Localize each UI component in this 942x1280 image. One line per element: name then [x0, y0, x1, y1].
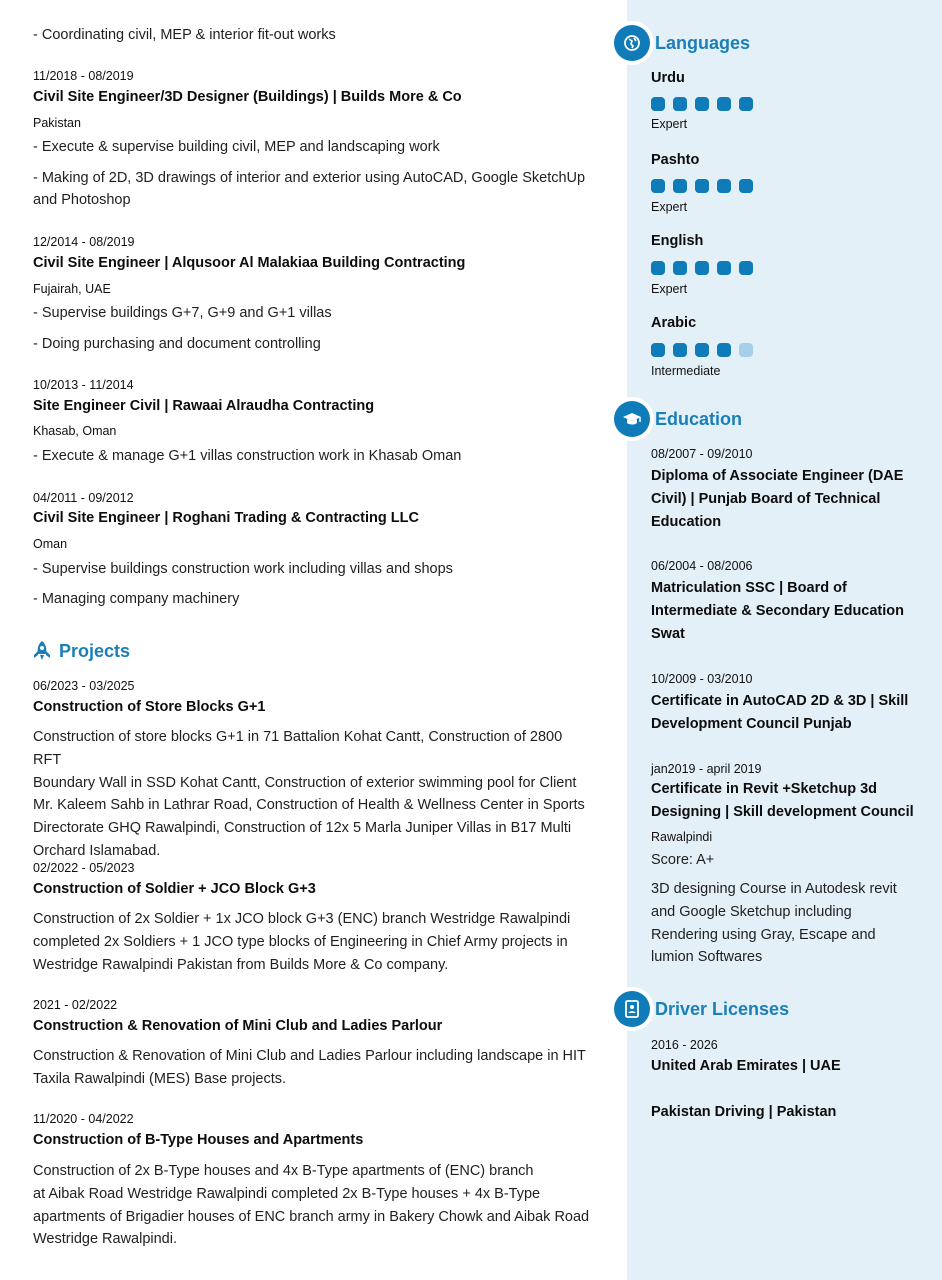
project-line: Construction of store blocks G+1 in 71 Battalion Kohat Cantt, Construction of 2800 RFT: [33, 729, 563, 768]
language-level: Expert: [651, 117, 688, 131]
rating-dot: [695, 343, 709, 357]
project-line: Construction of 2x Soldier + 1x JCO block G+3 (ENC) branch Westridge Rawalpindi: [33, 911, 571, 927]
rating-dot: [673, 261, 687, 275]
education-title-line: Diploma of Associate Engineer (DAE: [651, 468, 904, 484]
project-title: Construction & Renovation of Mini Club and Ladies Parlour: [33, 1018, 443, 1034]
experience-title: Civil Site Engineer | Alqusoor Al Malakiaa Building Contracting: [33, 255, 466, 271]
project-date: 11/2020 - 04/2022: [33, 1112, 134, 1126]
project-description: [33, 1045, 593, 1091]
rating-dot-empty: [739, 343, 753, 357]
rating-dot: [739, 261, 753, 275]
rating-dot: [695, 179, 709, 193]
education-title-line: Designing | Skill development Council: [651, 803, 914, 820]
globe-icon: [614, 25, 650, 61]
project-line: Construction of 2x B-Type houses and 4x B-Type apartments of (ENC) branch: [33, 1163, 534, 1179]
language-rating: [651, 261, 753, 275]
education-desc-line: and Google Sketchup including: [651, 903, 852, 920]
education-date: jan2019 - april 2019: [651, 762, 762, 776]
experience-location: Pakistan: [33, 116, 81, 130]
language-level: Expert: [651, 200, 688, 214]
language-level: Intermediate: [651, 364, 721, 378]
education-title-line: Swat: [651, 625, 685, 642]
rating-dot: [673, 97, 687, 111]
license-date: 2016 - 2026: [651, 1038, 718, 1052]
project-line: Taxila Rawalpindi (MES) Base projects.: [33, 1070, 287, 1087]
project-date: 06/2023 - 03/2025: [33, 679, 135, 693]
education-desc-line: 3D designing Course in Autodesk revit: [651, 881, 897, 897]
language-level: Expert: [651, 282, 688, 296]
education-title-line: Intermediate & Secondary Education: [651, 602, 905, 619]
experience-bullet: - Managing company machinery: [33, 591, 240, 607]
education-title-line: Education: [651, 513, 722, 530]
rating-dot: [717, 261, 731, 275]
language-rating: [651, 179, 753, 193]
experience-title: Civil Site Engineer | Roghani Trading & Contracting LLC: [33, 510, 419, 526]
main-column: [33, 0, 593, 1280]
rating-dot: [717, 179, 731, 193]
project-date: 2021 - 02/2022: [33, 998, 118, 1012]
language-rating: [651, 343, 753, 357]
rating-dot: [739, 97, 753, 111]
language-name: Urdu: [651, 70, 685, 86]
project-line: Construction & Renovation of Mini Club and Ladies Parlour including landscape in HIT: [33, 1048, 586, 1064]
education-location: Rawalpindi: [651, 830, 713, 844]
rating-dot: [695, 261, 709, 275]
project-line: Westridge Rawalpindi.: [33, 1231, 177, 1248]
experience-bullet: - Doing purchasing and document controlling: [33, 336, 321, 352]
project-description: [33, 908, 593, 976]
rocket-icon: [33, 640, 53, 662]
education-title: [651, 465, 931, 533]
education-title-line: Certificate in Revit +Sketchup 3d: [651, 781, 878, 797]
sidebar: [627, 0, 942, 1280]
rating-dot: [651, 343, 665, 357]
language-name: Pashto: [651, 152, 700, 168]
language-rating: [651, 97, 753, 111]
education-title-line: Matriculation SSC | Board of: [651, 580, 847, 596]
rating-dot: [695, 97, 709, 111]
project-line: Boundary Wall in SSD Kohat Cantt, Construction of exterior swimming pool for Client: [33, 774, 577, 791]
education-description: [651, 878, 931, 969]
language-name: English: [651, 233, 704, 249]
project-date: 02/2022 - 05/2023: [33, 861, 135, 875]
project-title: Construction of Store Blocks G+1: [33, 699, 266, 715]
rating-dot: [673, 343, 687, 357]
rating-dot: [651, 97, 665, 111]
experience-bullet: - Supervise buildings G+7, G+9 and G+1 villas: [33, 305, 332, 321]
education-desc-line: Rendering using Gray, Escape and: [651, 926, 876, 943]
graduation-cap-icon: [614, 401, 650, 437]
experience-bullet: and Photoshop: [33, 192, 131, 208]
education-date: 10/2009 - 03/2010: [651, 672, 753, 686]
project-description: [33, 726, 593, 863]
section-title-education: Education: [655, 409, 743, 429]
section-title-languages: Languages: [655, 33, 751, 53]
experience-date: 04/2011 - 09/2012: [33, 491, 134, 505]
license-icon: [614, 991, 650, 1027]
rating-dot: [673, 179, 687, 193]
experience-title: Site Engineer Civil | Rawaai Alraudha Contracting: [33, 398, 375, 414]
experience-location: Fujairah, UAE: [33, 282, 111, 296]
language-name: Arabic: [651, 315, 697, 331]
project-line: completed 2x Soldiers + 1 JCO type blocks of Engineering in Chief Army projects in: [33, 933, 568, 950]
project-description: [33, 1160, 593, 1251]
education-title-line: Certificate in AutoCAD 2D & 3D | Skill: [651, 693, 909, 709]
rating-dot: [651, 179, 665, 193]
project-line: Directorate GHQ Rawalpindi, Construction of 12x 5 Marla Juniper Villas in B17 Multi: [33, 820, 572, 837]
rating-dot: [717, 343, 731, 357]
education-date: 06/2004 - 08/2006: [651, 559, 753, 573]
experience-location: Oman: [33, 537, 68, 551]
education-title: [651, 577, 931, 645]
project-line: Westridge Rawalpindi Pakistan from Builds More & Co company.: [33, 956, 449, 973]
experience-date: 10/2013 - 11/2014: [33, 378, 134, 392]
experience-date: 11/2018 - 08/2019: [33, 69, 134, 83]
education-title: [651, 690, 936, 736]
rating-dot: [651, 261, 665, 275]
experience-date: 12/2014 - 08/2019: [33, 235, 135, 249]
education-desc-line: lumion Softwares: [651, 949, 763, 966]
section-title-projects: Projects: [59, 641, 131, 661]
license-title: United Arab Emirates | UAE: [651, 1058, 841, 1074]
project-line: Orchard Islamabad.: [33, 842, 161, 859]
section-title-driver-licenses: Driver Licenses: [655, 999, 790, 1019]
project-title: Construction of B-Type Houses and Apartments: [33, 1132, 364, 1148]
project-line: Mr. Kaleem Sahb in Lathrar Road, Construction of Health & Wellness Center in Sports: [33, 797, 585, 814]
experience-location: Khasab, Oman: [33, 424, 117, 438]
education-title-line: Development Council Punjab: [651, 715, 852, 732]
experience-bullet: - Execute & manage G+1 villas construction work in Khasab Oman: [33, 448, 462, 464]
license-title: Pakistan Driving | Pakistan: [651, 1104, 837, 1120]
education-title: [651, 778, 941, 824]
education-title-line: Civil) | Punjab Board of Technical: [651, 490, 881, 507]
project-line: apartments of Brigadier houses of ENC branch army in Bakery Chowk and Aibak Road: [33, 1208, 590, 1225]
education-score: Score: A+: [651, 852, 715, 868]
project-line: at Aibak Road Westridge Rawalpindi completed 2x B-Type houses + 4x B-Type: [33, 1185, 541, 1202]
experience-bullet: - Supervise buildings construction work including villas and shops: [33, 561, 453, 577]
project-title: Construction of Soldier + JCO Block G+3: [33, 881, 316, 897]
experience-bullet: - Making of 2D, 3D drawings of interior and exterior using AutoCAD, Google SketchUp: [33, 170, 586, 186]
rating-dot: [717, 97, 731, 111]
rating-dot: [739, 179, 753, 193]
experience-bullet: - Coordinating civil, MEP & interior fit-out works: [33, 27, 336, 43]
experience-bullet: - Execute & supervise building civil, MEP and landscaping work: [33, 139, 440, 155]
experience-title: Civil Site Engineer/3D Designer (Buildings) | Builds More & Co: [33, 89, 462, 105]
education-date: 08/2007 - 09/2010: [651, 447, 753, 461]
